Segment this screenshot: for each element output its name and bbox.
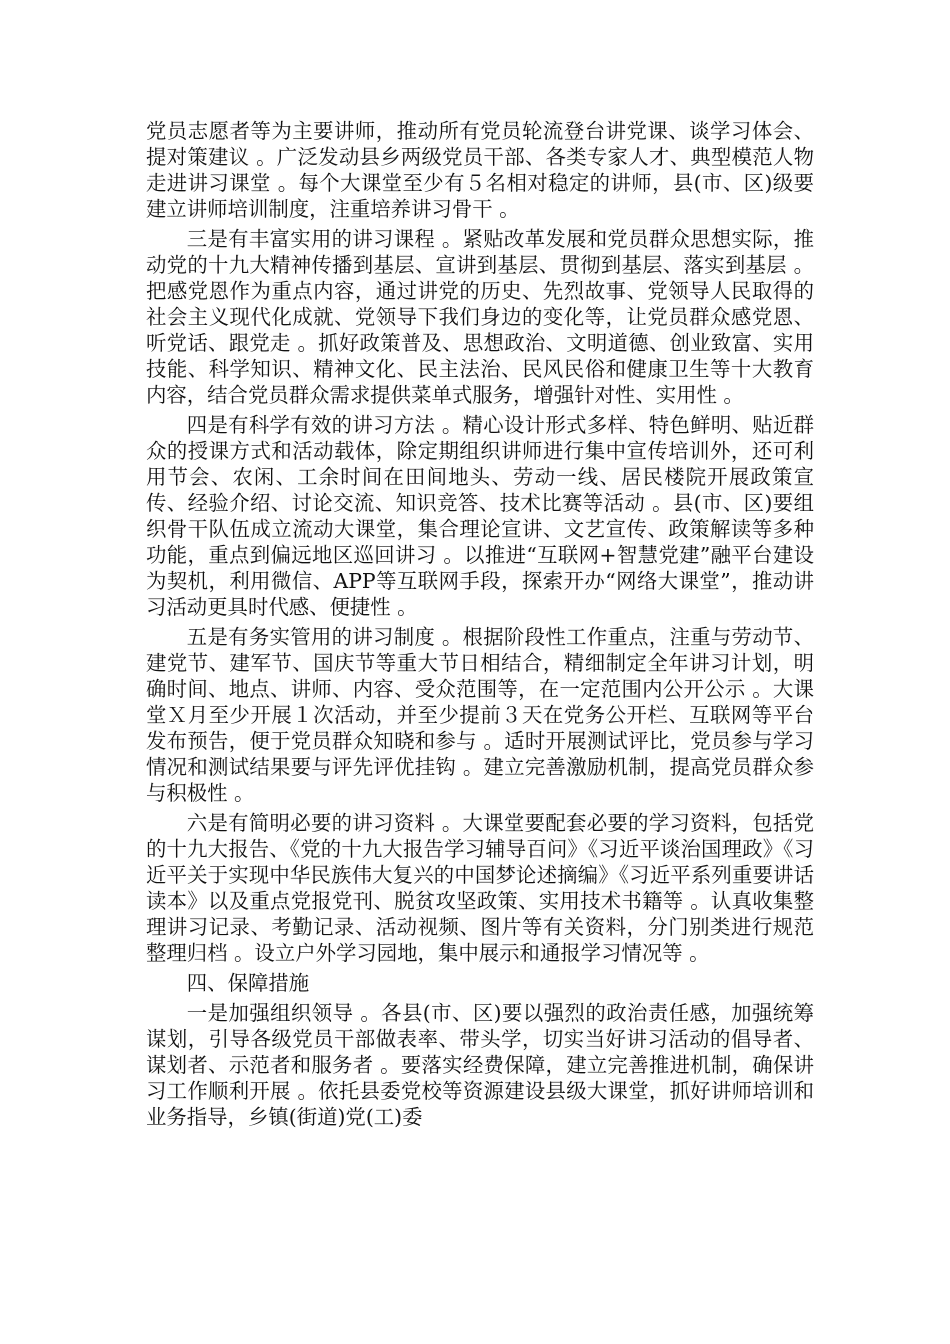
document-body <box>146 118 814 1134</box>
paragraph-leadership: 一是加强组织领导 。各县(市、区)要以强烈的政治责任感，加强统筹谋划，引导各级党员干部做表率、带头学，切实当好讲习活动的倡导者、谋划者、示范者和服务者 。要落实经费保障，建立完善推进机制，确保讲习工作顺利开展 。依托县委党校等资源建设县级大课堂，抓好讲师培训和业务指导，乡镇(街道)党(工)委 <box>146 1001 814 1129</box>
section-heading-safeguards: 四、保障措施 <box>186 971 310 995</box>
paragraph-courses: 三是有丰富实用的讲习课程 。紧贴改革发展和党员群众思想实际，推动党的十九大精神传播到基层、宣讲到基层、贯彻到基层、落实到基层 。把感党恩作为重点内容，通过讲党的历史、先烈故事、党领导人民取得的社会主义现代化成就、党领导下我们身边的变化等，让党员群众感党恩、听党话、跟党走 。抓好政策普及、思想政治、文明道德、创业致富、实用技能、科学知识、精神文化、民主法治、民风民俗和健康卫生等十大教育内容，结合党员群众需求提供菜单式服务，增强针对性、实用性 。 <box>146 227 814 407</box>
paragraph-methods: 四是有科学有效的讲习方法 。精心设计形式多样、特色鲜明、贴近群众的授课方式和活动载体，除定期组织讲师进行集中宣传培训外，还可利用节会、农闲、工余时间在田间地头、劳动一线、居民楼院开展政策宣传、经验介绍、讨论交流、知识竞答、技术比赛等活动 。县(市、区)要组织骨干队伍成立流动大课堂，集合理论宣讲、文艺宣传、政策解读等多种功能，重点到偏远地区巡回讲习 。以推进“互联网+智慧党建”融平台建设为契机，利用微信、APP等互联网手段，探索开办“网络大课堂”，推动讲习活动更具时代感、便捷性 。 <box>146 413 814 619</box>
paragraph-continuation: 党员志愿者等为主要讲师，推动所有党员轮流登台讲党课、谈学习体会、提对策建议 。广泛发动县乡两级党员干部、各类专家人才、典型模范人物走进讲习课堂 。每个大课堂至少有５名相对稳定的讲师，县(市、区)级要建立讲师培训制度，注重培养讲习骨干 。 <box>146 119 814 221</box>
paragraph-system: 五是有务实管用的讲习制度 。根据阶段性工作重点，注重与劳动节、建党节、建军节、国庆节等重大节日相结合，精细制定全年讲习计划，明确时间、地点、讲师、内容、受众范围等，在一定范围内公开公示 。大课堂Ｘ月至少开展１次活动，并至少提前３天在党务公开栏、互联网等平台发布预告，便于党员群众知晓和参与 。适时开展测试评比，党员参与学习情况和测试结果要与评先评优挂钩 。建立完善激励机制，提高党员群众参与积极性 。 <box>146 625 814 805</box>
paragraph-materials: 六是有简明必要的讲习资料 。大课堂要配套必要的学习资料，包括党的十九大报告、《党的十九大报告学习辅导百问》《习近平谈治国理政》《习近平关于实现中华民族伟大复兴的中国梦论述摘编》《习近平系列重要讲话读本》以及重点党报党刊、脱贫攻坚政策、实用技术书籍等 。认真收集整理讲习记录、考勤记录、活动视频、图片等有关资料，分门别类进行规范整理归档 。设立户外学习园地，集中展示和通报学习情况等 。 <box>146 811 814 965</box>
